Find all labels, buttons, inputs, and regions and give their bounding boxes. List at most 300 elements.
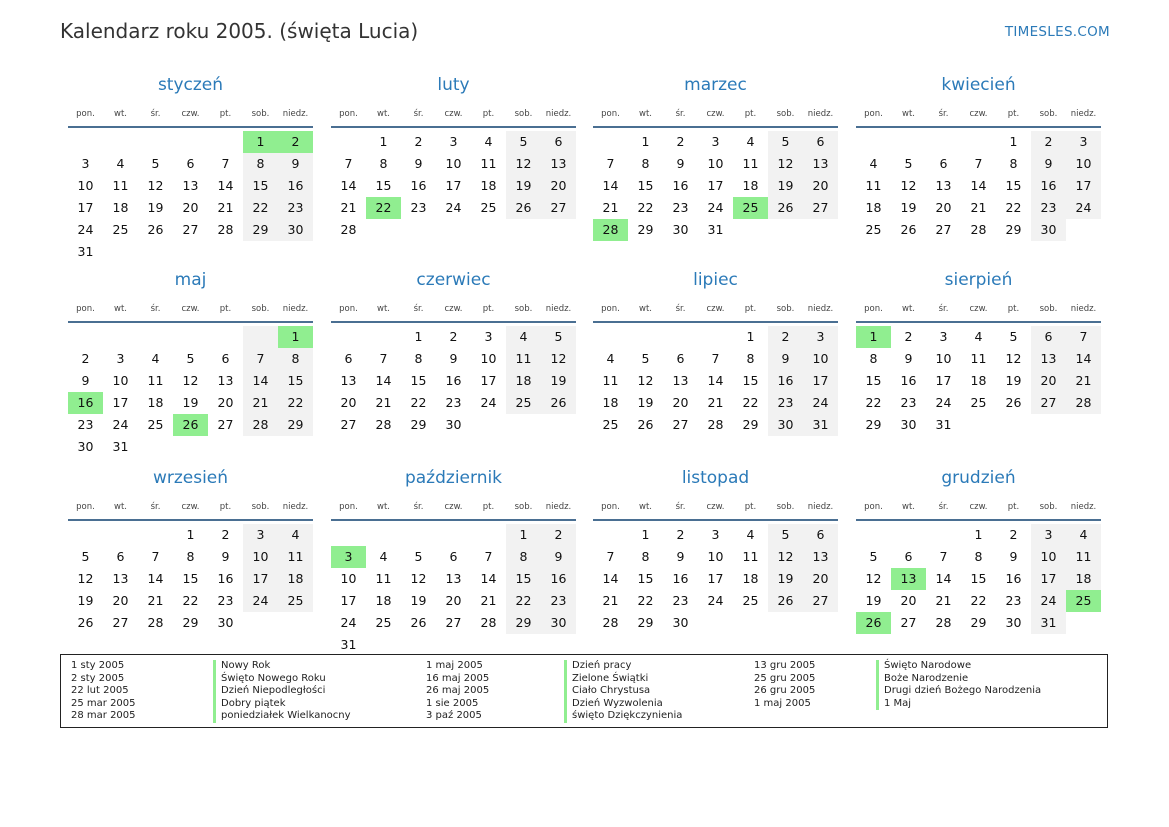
- day-cell: 21: [935, 593, 952, 608]
- day-cell: 4: [506, 326, 541, 348]
- legend-names-col-2: [564, 660, 682, 723]
- weekday-label: pon.: [339, 304, 358, 314]
- month-divider: [856, 519, 1101, 521]
- weekday-label: wt.: [902, 502, 915, 512]
- day-cell: 4: [1066, 524, 1101, 546]
- day-cell: 31: [707, 222, 724, 237]
- day-cell: 25: [865, 222, 882, 237]
- day-cell: 21: [707, 395, 724, 410]
- holiday-name: Drugi dzień Bożego Narodzenia: [876, 685, 1041, 698]
- day-cell: 28: [935, 615, 952, 630]
- day-cell: 14: [970, 178, 987, 193]
- day-cell: 16: [768, 370, 803, 392]
- day-cell: 27: [1031, 392, 1066, 414]
- day-cell: 22: [637, 200, 654, 215]
- holiday-date: 22 lut 2005: [71, 685, 129, 696]
- legend-names-col-1: [213, 660, 351, 723]
- day-cell: 21: [970, 200, 987, 215]
- day-cell: 5: [506, 131, 541, 153]
- day-cell: 15: [278, 370, 313, 392]
- day-cell: 29: [637, 615, 654, 630]
- day-cell: 3: [803, 326, 838, 348]
- day-cell: 31: [77, 244, 94, 259]
- day-cell: 24: [445, 200, 462, 215]
- day-cell: 8: [414, 351, 423, 366]
- month-name: październik: [404, 468, 503, 488]
- weekday-label: pt.: [744, 502, 757, 512]
- day-cell: 13: [445, 571, 462, 586]
- day-cell: 24: [77, 222, 94, 237]
- day-cell: 9: [904, 351, 913, 366]
- day-cell: 13: [182, 178, 199, 193]
- legend-dates-col-2: [426, 660, 489, 723]
- weekday-header: [856, 109, 1101, 121]
- day-cell: 22: [182, 593, 199, 608]
- day-cell: 19: [768, 175, 803, 197]
- day-cell: 10: [445, 156, 462, 171]
- month-name: maj: [174, 270, 207, 290]
- day-cell: 18: [742, 178, 759, 193]
- month-name: listopad: [681, 468, 750, 488]
- day-cell: 29: [865, 417, 882, 432]
- day-cell: 24: [935, 395, 952, 410]
- day-cell: 18: [865, 200, 882, 215]
- day-cell: 29: [970, 615, 987, 630]
- day-cell: 13: [340, 373, 357, 388]
- day-cell: 17: [1066, 175, 1101, 197]
- day-cell: 13: [803, 153, 838, 175]
- day-cell: 16: [1031, 175, 1066, 197]
- day-cell: 21: [243, 392, 278, 414]
- day-cell: 15: [243, 175, 278, 197]
- day-cell: 29: [243, 219, 278, 241]
- day-cell: 6: [449, 549, 458, 564]
- day-cell: 10: [340, 571, 357, 586]
- day-cell: 17: [1031, 568, 1066, 590]
- day-cell: 18: [375, 593, 392, 608]
- day-cell: 18: [480, 178, 497, 193]
- day-cell: 27: [803, 590, 838, 612]
- day-cell: 4: [606, 351, 615, 366]
- day-cell: 25: [742, 593, 759, 608]
- day-cell: 10: [707, 156, 724, 171]
- day-cell: 4: [869, 156, 878, 171]
- day-cell: 23: [768, 392, 803, 414]
- day-cell: 9: [676, 549, 685, 564]
- weekday-label: wt.: [377, 109, 390, 119]
- day-cell: 30: [768, 414, 803, 436]
- day-cell: 8: [869, 351, 878, 366]
- day-cell: 18: [278, 568, 313, 590]
- day-cell: 5: [904, 156, 913, 171]
- day-cell: 16: [445, 373, 462, 388]
- day-cell: 13: [541, 153, 576, 175]
- holiday-date: 26 gru 2005: [754, 685, 816, 696]
- holiday-name: Ciało Chrystusa: [564, 685, 682, 698]
- month-name: grudzień: [941, 468, 1016, 488]
- day-cell: 11: [480, 156, 497, 171]
- holiday-name: Dzień pracy: [564, 660, 682, 673]
- weekday-label: śr.: [413, 502, 424, 512]
- day-cell: 27: [445, 615, 462, 630]
- weekday-label: pon.: [339, 502, 358, 512]
- weekday-label: pon.: [864, 109, 883, 119]
- day-cell: 19: [1005, 373, 1022, 388]
- day-cell: 27: [541, 197, 576, 219]
- day-cell: 22: [637, 593, 654, 608]
- day-cell: 15: [742, 373, 759, 388]
- day-cell: 22: [1005, 200, 1022, 215]
- day-cell: 25: [970, 395, 987, 410]
- day-cell: 8: [746, 351, 755, 366]
- day-cell: 3: [1066, 131, 1101, 153]
- day-cell: 20: [900, 593, 917, 608]
- day-cell: 7: [939, 549, 948, 564]
- day-cell: 2: [1031, 131, 1066, 153]
- day-cell: 19: [865, 593, 882, 608]
- day-cell: 8: [278, 348, 313, 370]
- day-cell: 19: [182, 395, 199, 410]
- day-cell: 4: [151, 351, 160, 366]
- day-cell: 28: [147, 615, 164, 630]
- holiday-name: poniedziałek Wielkanocny: [213, 710, 351, 723]
- day-cell: 7: [711, 351, 720, 366]
- weekday-header: [331, 502, 576, 514]
- day-cell: 15: [506, 568, 541, 590]
- day-cell: 24: [707, 593, 724, 608]
- day-cell: 13: [891, 568, 926, 590]
- day-cell: 20: [935, 200, 952, 215]
- day-cell: 25: [147, 417, 164, 432]
- day-cell: 1: [746, 329, 755, 344]
- weekday-label: pon.: [601, 109, 620, 119]
- day-cell: 8: [186, 549, 195, 564]
- day-cell: 18: [147, 395, 164, 410]
- day-cell: 19: [541, 370, 576, 392]
- day-cell: 31: [340, 637, 357, 652]
- day-cell: 22: [742, 395, 759, 410]
- weekday-label: śr.: [150, 304, 161, 314]
- weekday-label: niedz.: [807, 109, 834, 119]
- day-cell: 1: [243, 131, 278, 153]
- day-cell: 30: [1005, 615, 1022, 630]
- weekday-label: pt.: [219, 304, 232, 314]
- holiday-date: 16 maj 2005: [426, 672, 490, 684]
- day-cell: 11: [742, 156, 759, 171]
- day-cell: 5: [541, 326, 576, 348]
- day-cell: 22: [410, 395, 427, 410]
- site-link[interactable]: TIMESLES.COM: [1004, 24, 1110, 40]
- day-cell: 5: [414, 549, 423, 564]
- day-cell: 2: [541, 524, 576, 546]
- day-cell: 11: [970, 351, 987, 366]
- weekday-label: czw.: [969, 502, 988, 512]
- day-cell: 2: [449, 329, 458, 344]
- day-cell: 23: [672, 593, 689, 608]
- day-cell: 14: [147, 571, 164, 586]
- day-cell: 9: [278, 153, 313, 175]
- day-cell: 7: [379, 351, 388, 366]
- day-cell: 26: [77, 615, 94, 630]
- weekday-label: pt.: [219, 109, 232, 119]
- day-cell: 16: [541, 568, 576, 590]
- holiday-name: 1 Maj: [876, 698, 1041, 711]
- day-cell: 14: [935, 571, 952, 586]
- weekday-label: czw.: [969, 304, 988, 314]
- holiday-date: 25 gru 2005: [754, 672, 816, 684]
- day-cell: 26: [506, 197, 541, 219]
- holiday-name: Święto Nowego Roku: [213, 673, 351, 686]
- day-cell: 25: [278, 590, 313, 612]
- weekday-label: niedz.: [1070, 502, 1097, 512]
- month-divider: [331, 321, 576, 323]
- day-cell: 28: [1066, 392, 1101, 414]
- holiday-name: Święto Narodowe: [876, 660, 1041, 673]
- day-cell: 7: [243, 348, 278, 370]
- day-cell: 13: [217, 373, 234, 388]
- day-cell: 25: [112, 222, 129, 237]
- day-cell: 29: [1005, 222, 1022, 237]
- weekday-label: sob.: [776, 109, 795, 119]
- day-cell: 3: [1031, 524, 1066, 546]
- day-cell: 17: [445, 178, 462, 193]
- weekday-label: wt.: [902, 304, 915, 314]
- weekday-label: wt.: [114, 502, 127, 512]
- day-cell: 16: [278, 175, 313, 197]
- day-cell: 1: [1009, 134, 1018, 149]
- day-cell: 28: [602, 615, 619, 630]
- day-cell: 23: [900, 395, 917, 410]
- holiday-date: 1 maj 2005: [426, 660, 483, 671]
- day-cell: 20: [112, 593, 129, 608]
- day-cell: 10: [803, 348, 838, 370]
- day-cell: 11: [1066, 546, 1101, 568]
- day-cell: 11: [112, 178, 129, 193]
- day-cell: 7: [606, 549, 615, 564]
- day-cell: 12: [147, 178, 164, 193]
- day-cell: 12: [768, 546, 803, 568]
- holiday-name: Zielone Świątki: [564, 673, 682, 686]
- day-cell: 7: [344, 156, 353, 171]
- day-cell: 14: [243, 370, 278, 392]
- weekday-label: niedz.: [545, 109, 572, 119]
- day-cell: 29: [278, 414, 313, 436]
- day-cell: 2: [676, 527, 685, 542]
- month-name: marzec: [684, 75, 747, 95]
- day-cell: 17: [707, 178, 724, 193]
- weekday-label: niedz.: [545, 502, 572, 512]
- weekday-label: niedz.: [807, 304, 834, 314]
- weekday-label: czw.: [444, 502, 463, 512]
- day-cell: 12: [182, 373, 199, 388]
- day-cell: 27: [182, 222, 199, 237]
- weekday-label: wt.: [639, 304, 652, 314]
- day-cell: 30: [900, 417, 917, 432]
- day-cell: 28: [243, 414, 278, 436]
- day-cell: 8: [379, 156, 388, 171]
- day-cell: 29: [182, 615, 199, 630]
- day-cell: 10: [1031, 546, 1066, 568]
- day-cell: 19: [506, 175, 541, 197]
- day-cell: 26: [768, 590, 803, 612]
- day-cell: 27: [935, 222, 952, 237]
- day-cell: 4: [974, 329, 983, 344]
- day-cell: 9: [676, 156, 685, 171]
- day-cell: 21: [217, 200, 234, 215]
- day-cell: 18: [1066, 568, 1101, 590]
- month-divider: [68, 321, 313, 323]
- day-cell: 8: [506, 546, 541, 568]
- day-cell: 23: [541, 590, 576, 612]
- holiday-date: 2 sty 2005: [71, 672, 125, 684]
- weekday-label: śr.: [675, 109, 686, 119]
- day-cell: 27: [900, 615, 917, 630]
- day-cell: 17: [112, 395, 129, 410]
- month-divider: [856, 321, 1101, 323]
- day-cell: 26: [541, 392, 576, 414]
- day-cell: 15: [1005, 178, 1022, 193]
- day-cell: 30: [217, 615, 234, 630]
- weekday-label: sob.: [776, 304, 795, 314]
- day-cell: 2: [1009, 527, 1018, 542]
- month-divider: [68, 519, 313, 521]
- day-cell: 6: [676, 351, 685, 366]
- day-cell: 23: [1005, 593, 1022, 608]
- weekday-label: wt.: [902, 109, 915, 119]
- day-cell: 2: [278, 131, 313, 153]
- day-cell: 28: [340, 222, 357, 237]
- holiday-date: 1 maj 2005: [754, 697, 811, 709]
- day-cell: 10: [1066, 153, 1101, 175]
- day-cell: 28: [593, 219, 628, 241]
- weekday-label: niedz.: [282, 304, 309, 314]
- day-cell: 4: [116, 156, 125, 171]
- day-cell: 1: [278, 326, 313, 348]
- day-cell: 10: [935, 351, 952, 366]
- day-cell: 17: [77, 200, 94, 215]
- page-title: Kalendarz roku 2005. (święta Lucia): [60, 19, 419, 43]
- holiday-date: 25 mar 2005: [71, 697, 136, 709]
- day-cell: 15: [970, 571, 987, 586]
- empty-weekend-cell: [243, 326, 278, 348]
- holiday-date: 1 sie 2005: [426, 697, 479, 709]
- day-cell: 1: [641, 527, 650, 542]
- day-cell: 3: [81, 156, 90, 171]
- weekday-label: wt.: [377, 304, 390, 314]
- weekday-label: sob.: [251, 502, 270, 512]
- holiday-name: Dzień Wyzwolenia: [564, 698, 682, 711]
- weekday-header: [856, 502, 1101, 514]
- day-cell: 29: [506, 612, 541, 634]
- holiday-name: Nowy Rok: [213, 660, 351, 673]
- weekday-label: czw.: [706, 304, 725, 314]
- day-cell: 19: [77, 593, 94, 608]
- day-cell: 30: [445, 417, 462, 432]
- weekday-header: [331, 109, 576, 121]
- day-cell: 5: [641, 351, 650, 366]
- holiday-name: Dzień Niepodległości: [213, 685, 351, 698]
- day-cell: 3: [116, 351, 125, 366]
- day-cell: 23: [1031, 197, 1066, 219]
- day-cell: 27: [340, 417, 357, 432]
- weekday-label: sob.: [1039, 109, 1058, 119]
- day-cell: 16: [1005, 571, 1022, 586]
- day-cell: 7: [151, 549, 160, 564]
- day-cell: 25: [506, 392, 541, 414]
- day-cell: 14: [480, 571, 497, 586]
- day-cell: 22: [243, 197, 278, 219]
- day-cell: 25: [1066, 590, 1101, 612]
- day-cell: 18: [602, 395, 619, 410]
- day-cell: 20: [541, 175, 576, 197]
- weekday-header: [68, 502, 313, 514]
- day-cell: 17: [707, 571, 724, 586]
- weekday-label: sob.: [514, 502, 533, 512]
- weekday-header: [593, 109, 838, 121]
- day-cell: 21: [340, 200, 357, 215]
- legend-dates-col-1: [71, 660, 136, 723]
- day-cell: 16: [68, 392, 103, 414]
- day-cell: 21: [1066, 370, 1101, 392]
- day-cell: 23: [278, 197, 313, 219]
- day-cell: 25: [733, 197, 768, 219]
- day-cell: 2: [768, 326, 803, 348]
- day-cell: 11: [742, 549, 759, 564]
- day-cell: 14: [602, 178, 619, 193]
- day-cell: 22: [970, 593, 987, 608]
- weekday-label: pt.: [482, 109, 495, 119]
- holiday-legend: [60, 654, 1108, 728]
- day-cell: 11: [147, 373, 164, 388]
- day-cell: 5: [186, 351, 195, 366]
- day-cell: 23: [445, 395, 462, 410]
- holiday-name: Dobry piątek: [213, 698, 351, 711]
- day-cell: 6: [541, 131, 576, 153]
- day-cell: 13: [803, 546, 838, 568]
- day-cell: 9: [1009, 549, 1018, 564]
- weekday-label: niedz.: [545, 304, 572, 314]
- legend-dates-col-3: [754, 660, 815, 710]
- weekday-label: wt.: [114, 109, 127, 119]
- holiday-date: 28 mar 2005: [71, 710, 136, 721]
- day-cell: 28: [480, 615, 497, 630]
- holiday-date: 3 paź 2005: [426, 710, 482, 721]
- day-cell: 9: [449, 351, 458, 366]
- day-cell: 27: [112, 615, 129, 630]
- month-divider: [331, 519, 576, 521]
- day-cell: 10: [77, 178, 94, 193]
- weekday-label: niedz.: [1070, 304, 1097, 314]
- weekday-header: [331, 304, 576, 316]
- day-cell: 28: [217, 222, 234, 237]
- day-cell: 21: [480, 593, 497, 608]
- day-cell: 18: [970, 373, 987, 388]
- day-cell: 24: [480, 395, 497, 410]
- day-cell: 14: [602, 571, 619, 586]
- weekday-label: czw.: [181, 502, 200, 512]
- day-cell: 9: [414, 156, 423, 171]
- day-cell: 19: [637, 395, 654, 410]
- weekday-label: pon.: [601, 304, 620, 314]
- weekday-label: pon.: [864, 502, 883, 512]
- weekday-label: czw.: [181, 304, 200, 314]
- day-cell: 23: [672, 200, 689, 215]
- day-cell: 16: [217, 571, 234, 586]
- weekday-label: wt.: [377, 502, 390, 512]
- day-cell: 26: [173, 414, 208, 436]
- weekday-label: czw.: [706, 109, 725, 119]
- day-cell: 5: [869, 549, 878, 564]
